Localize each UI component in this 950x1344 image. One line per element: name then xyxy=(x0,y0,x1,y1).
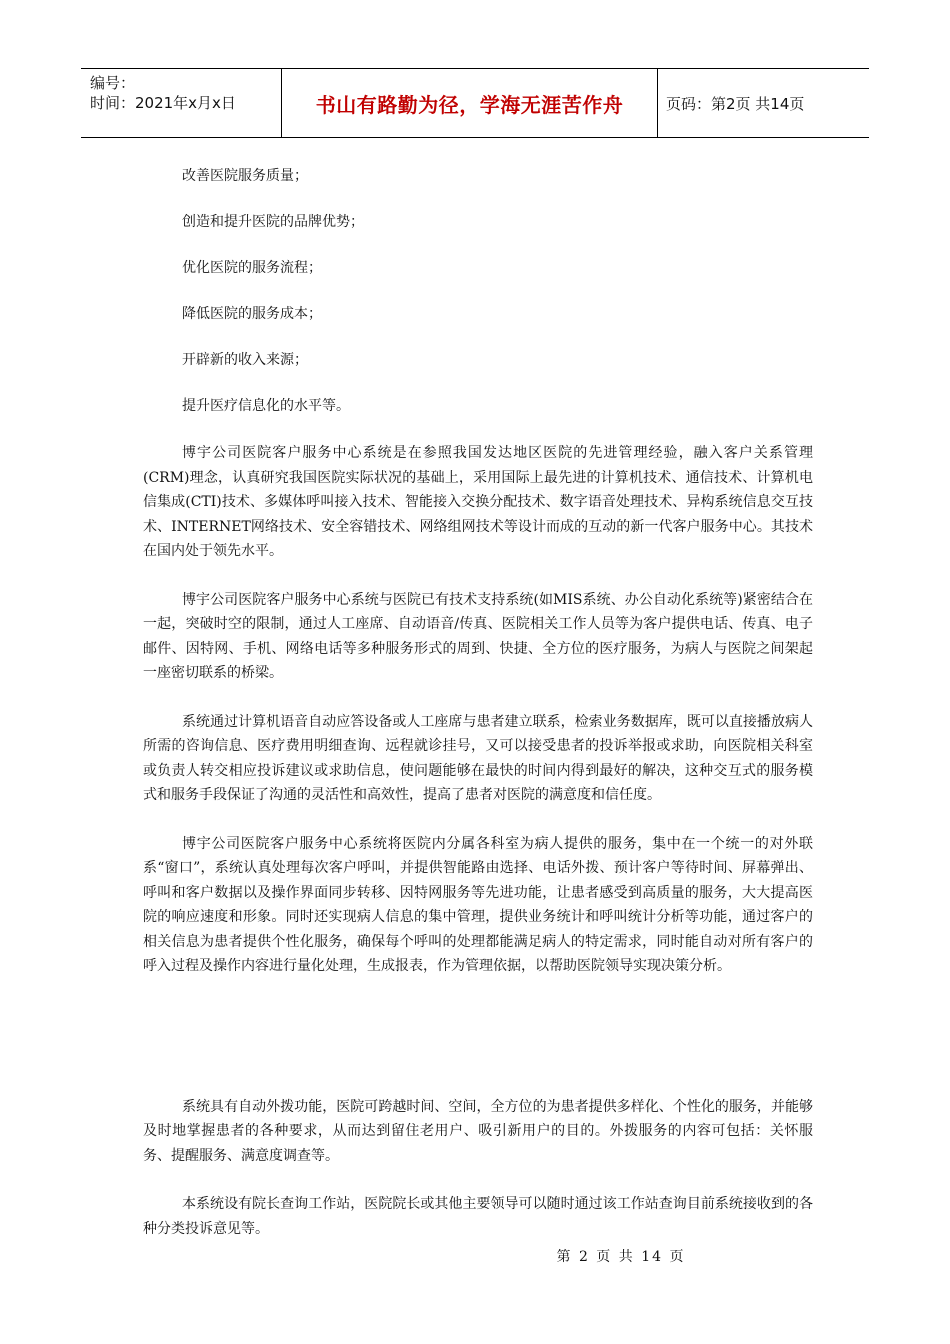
page-info-text: 页码：第2页 共14页 xyxy=(666,94,805,113)
list-item: 提升医疗信息化的水平等。 xyxy=(182,398,350,414)
list-item: 改善医院服务质量； xyxy=(182,168,308,184)
page-footer xyxy=(0,1246,950,1266)
list-item: 创造和提升医院的品牌优势； xyxy=(182,214,364,230)
motto-text: 书山有路勤为径，学海无涯苦作舟 xyxy=(315,92,624,117)
list-item: 优化医院的服务流程； xyxy=(182,260,322,276)
document-body xyxy=(143,165,813,1265)
list-item: 开辟新的收入来源； xyxy=(182,352,308,368)
paragraph: 博宇公司医院客户服务中心系统是在参照我国发达地区医院的先进管理经验，融入客户关系管理(CRM)理念，认真研究我国医院实际状况的基础上，采用国际上最先进的计算机技术、通信技术、计算机电信集成(CTI)技术、多媒体呼叫接入技术、智能接入交换分配技术、数字语音处理技术、异构系统信息交互技术、INTERNET网络技术、安全容错技术、网络组网技术等设计而成的互动的新一代客户服务中心。其技术在国内处于领先水平。 xyxy=(143,445,813,559)
page-info-cell xyxy=(658,69,869,137)
header-table xyxy=(81,68,869,138)
paragraph: 博宇公司医院客户服务中心系统将医院内分属各科室为病人提供的服务，集中在一个统一的对外联系“窗口”，系统认真处理每次客户呼叫，并提供智能路由选择、电话外拨、预计客户等待时间、屏幕弹出、呼叫和客户数据以及操作界面同步转移、因特网服务等先进功能，让患者感受到高质量的服务，大大提高医院的响应速度和形象。同时还实现病人信息的集中管理，提供业务统计和呼叫统计分析等功能，通过客户的相关信息为患者提供个性化服务，确保每个呼叫的处理都能满足病人的特定需求，同时能自动对所有客户的呼入过程及操作内容进行量化处理，生成报表，作为管理依据，以帮助医院领导实现决策分析。 xyxy=(143,835,813,974)
paragraph: 本系统设有院长查询工作站，医院院长或其他主要领导可以随时通过该工作站查询目前系统接收到的各种分类投诉意见等。 xyxy=(143,1196,813,1237)
list-item: 降低医院的服务成本； xyxy=(182,306,322,322)
header-meta-cell xyxy=(81,69,282,137)
paragraph: 系统具有自动外拨功能，医院可跨越时间、空间，全方位的为患者提供多样化、个性化的服务，并能够及时地掌握患者的各种要求，从而达到留住老用户、吸引新用户的目的。外拨服务的内容可包括：关怀服务、提醒服务、满意度调查等。 xyxy=(143,1098,813,1164)
footer-page-number: 第 2 页 共 14 页 xyxy=(556,1249,686,1265)
motto-cell xyxy=(282,69,658,137)
serial-label: 编号： xyxy=(90,74,136,92)
paragraph: 博宇公司医院客户服务中心系统与医院已有技术支持系统(如MIS系统、办公自动化系统等)紧密结合在一起，突破时空的限制，通过人工座席、自动语音/传真、医院相关工作人员等为客户提供电话、传真、电子邮件、因特网、手机、网络电话等多种服务形式的周到、快捷、全方位的医疗服务，为病人与医院之间架起一座密切联系的桥梁。 xyxy=(143,591,813,681)
paragraph: 系统通过计算机语音自动应答设备或人工座席与患者建立联系，检索业务数据库，既可以直接播放病人所需的咨询信息、医疗费用明细查询、远程就诊挂号，又可以接受患者的投诉举报或求助，向医院相关科室或负责人转交相应投诉建议或求助信息，使问题能够在最快的时间内得到最好的解决，这种交互式的服务模式和服务手段保证了沟通的灵活性和高效性，提高了患者对医院的满意度和信任度。 xyxy=(143,713,813,803)
time-label: 时间：2021年x月x日 xyxy=(90,94,236,112)
